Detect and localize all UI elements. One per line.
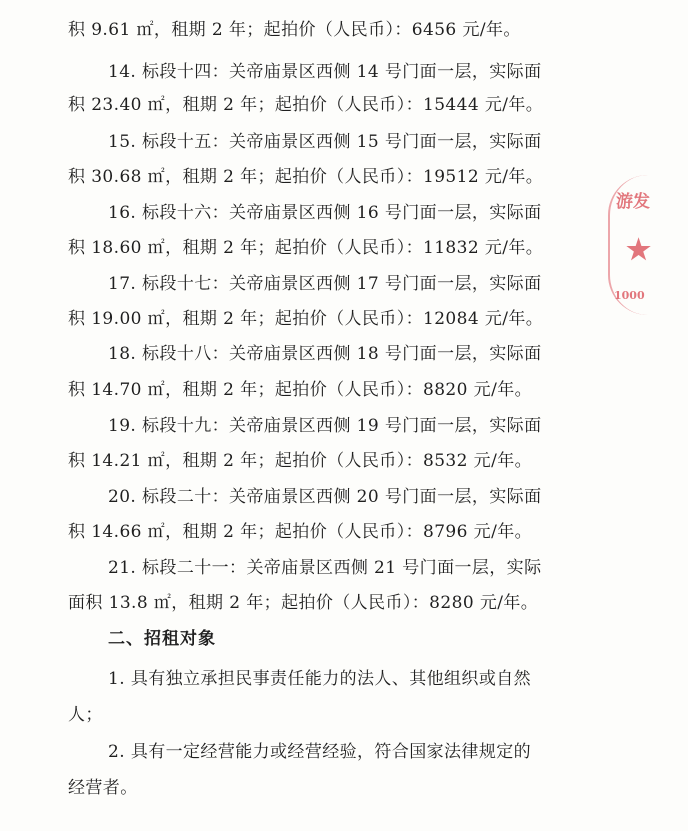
text-line: 16. 标段十六：关帝庙景区西侧 16 号门面一层，实际面 — [108, 203, 542, 223]
text-line: 面积 13.8 ㎡，租期 2 年；起拍价（人民币）：8280 元/年。 — [68, 593, 539, 613]
star-icon: ★ — [626, 233, 652, 266]
text-line: 15. 标段十五：关帝庙景区西侧 15 号门面一层，实际面 — [108, 132, 542, 152]
text-line: 积 19.00 ㎡，租期 2 年；起拍价（人民币）：12084 元/年。 — [68, 309, 544, 329]
text-line: 积 14.70 ㎡，租期 2 年；起拍价（人民币）：8820 元/年。 — [68, 380, 532, 400]
official-seal-stamp — [608, 175, 672, 315]
text-line: 积 23.40 ㎡，租期 2 年；起拍价（人民币）：15444 元/年。 — [68, 95, 544, 115]
stamp-text: 游发 — [616, 192, 650, 212]
text-line: 人； — [68, 705, 103, 725]
section-heading: 二、招租对象 — [108, 629, 216, 649]
text-line: 17. 标段十七：关帝庙景区西侧 17 号门面一层，实际面 — [108, 274, 542, 294]
text-line: 积 18.60 ㎡，租期 2 年；起拍价（人民币）：11832 元/年。 — [68, 238, 544, 258]
text-line: 20. 标段二十：关帝庙景区西侧 20 号门面一层，实际面 — [108, 487, 542, 507]
text-line: 14. 标段十四：关帝庙景区西侧 14 号门面一层，实际面 — [108, 62, 542, 82]
text-line: 经营者。 — [68, 778, 138, 798]
text-line: 1. 具有独立承担民事责任能力的法人、其他组织或自然 — [108, 669, 532, 689]
text-line: 积 14.21 ㎡，租期 2 年；起拍价（人民币）：8532 元/年。 — [68, 451, 532, 471]
text-line: 19. 标段十九：关帝庙景区西侧 19 号门面一层，实际面 — [108, 416, 542, 436]
text-line: 2. 具有一定经营能力或经营经验，符合国家法律规定的 — [108, 742, 532, 762]
stamp-number: 1000 — [614, 289, 645, 302]
text-line: 18. 标段十八：关帝庙景区西侧 18 号门面一层，实际面 — [108, 344, 542, 364]
text-line: 积 14.66 ㎡，租期 2 年；起拍价（人民币）：8796 元/年。 — [68, 522, 532, 542]
text-line: 积 30.68 ㎡，租期 2 年；起拍价（人民币）：19512 元/年。 — [68, 167, 544, 187]
text-line: 21. 标段二十一：关帝庙景区西侧 21 号门面一层，实际 — [108, 558, 542, 578]
text-line: 积 9.61 ㎡，租期 2 年；起拍价（人民币）：6456 元/年。 — [68, 20, 521, 40]
